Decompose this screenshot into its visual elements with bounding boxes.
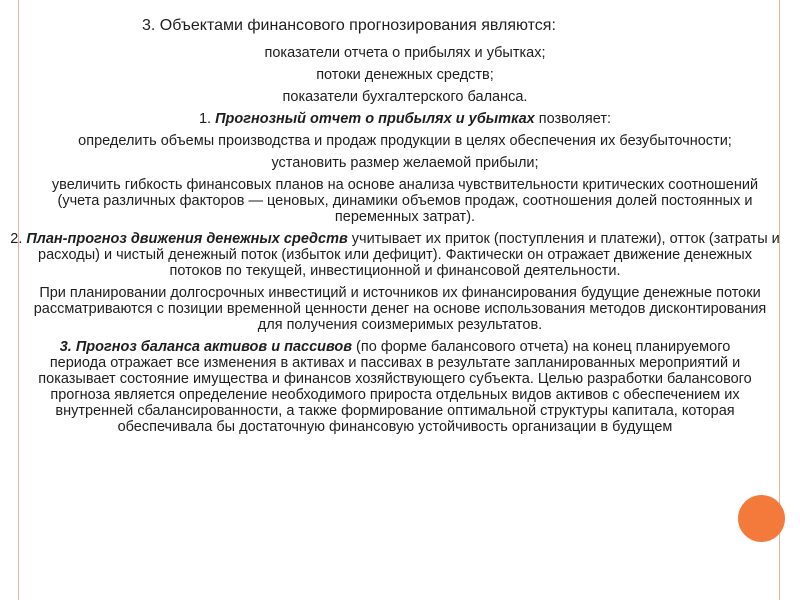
- section-1-rest: позволяет:: [534, 111, 612, 127]
- objects-item: показатели отчета о прибылях и убытках;: [264, 45, 546, 61]
- section-3-title: 3. Прогноз баланса активов и пассивов: [59, 339, 353, 355]
- accent-circle-decoration: [738, 495, 785, 542]
- objects-item: показатели бухгалтерского баланса.: [282, 89, 528, 105]
- section-1-item: установить размер желаемой прибыли;: [271, 155, 539, 171]
- section-1-number: 1.: [198, 111, 212, 127]
- section-2-note: При планировании долгосрочных инвестиций и источников их финансирования будущие денежные потоки рассматриваются с позиции временной ценности денег на основе использования методов дисконтирования для получения соизмеримых результатов.: [33, 285, 767, 333]
- objects-item: потоки денежных средств;: [316, 67, 494, 83]
- section-1-item: увеличить гибкость финансовых планов на основе анализа чувствительности критических соотношений (учета различных факторов — ценовых, динамики объемов продаж, соотношения долей постоянных и переменных затрат).: [51, 177, 759, 225]
- section-1-title: Прогнозный отчет о прибылях и убытках: [215, 111, 535, 127]
- section-2-title: План-прогноз движения денежных средств: [26, 231, 348, 247]
- section-2-number: 2.: [10, 231, 23, 247]
- slide-content: [10, 17, 780, 435]
- section-2-paragraph: [10, 231, 780, 279]
- section-1-item: определить объемы производства и продаж продукции в целях обеспечения их безубыточности;: [78, 133, 732, 149]
- slide-title: 3. Объектами финансового прогнозирования являются:: [142, 17, 556, 34]
- section-2-rest: учитывает их приток (поступления и платежи), отток (затраты и расходы) и чистый денежный поток (избыток или дефицит). Фактически он отражает движение денежных потоков по текущей, инвестиционной и финансовой деятельности.: [38, 231, 780, 279]
- section-1-heading: [30, 111, 780, 127]
- section-3-paragraph: [30, 339, 780, 435]
- section-3-rest: (по форме балансового отчета) на конец планируемого периода отражает все изменения в активах и пассивах в результате запланированных мероприятий и показывает состояние имущества и финансов хозяйствующего субъекта. Целью разработки балансового прогноза является определение необходимого прироста отдельных видов активов с обеспечением их внутренней сбалансированности, а также формирование оптимальной структуры капитала, которая обеспечивала бы достаточную финансовую устойчивость организации в будущем: [38, 339, 752, 435]
